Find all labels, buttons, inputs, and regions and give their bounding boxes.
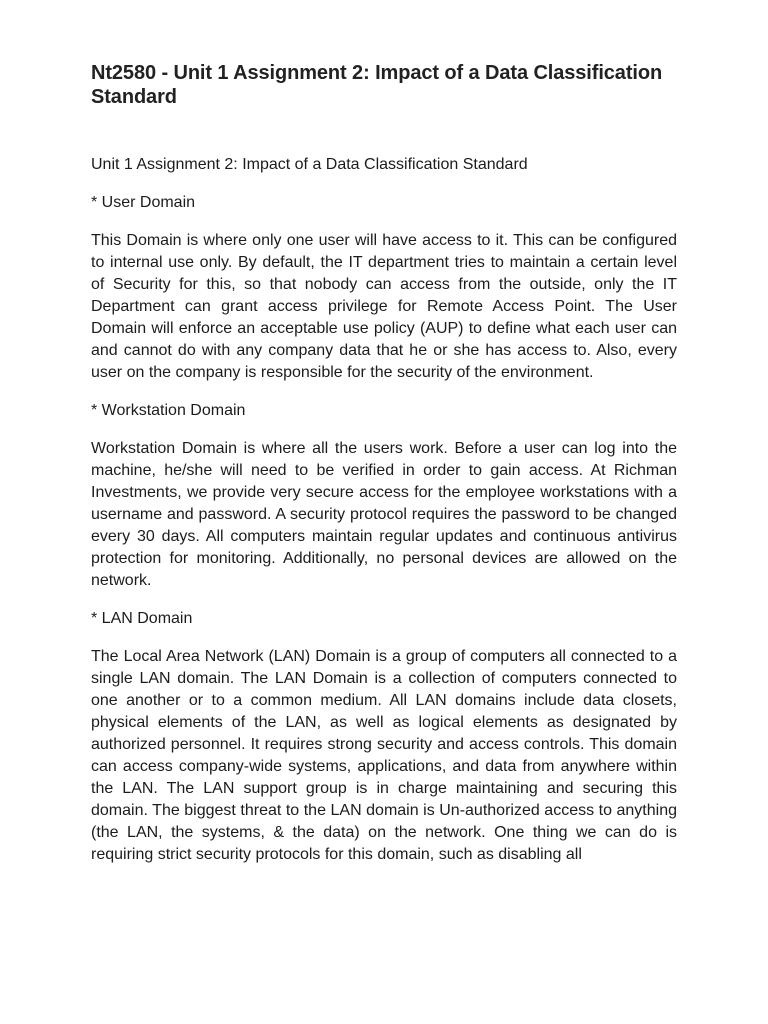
section-heading-user-domain: * User Domain [91, 194, 196, 211]
section-body-workstation-domain: Workstation Domain is where all the users work. Before a user can log into the machine, he/she will need to be verified in order to gain access. At Richman Investments, we provide very secure access for the employee workstations with a username and password. A security protocol requires the password to be changed every 30 days. All computers maintain regular updates and continuous antivirus protection for monitoring. Additionally, no personal devices are allowed on the network. [91, 440, 677, 589]
document-subtitle: Unit 1 Assignment 2: Impact of a Data Classification Standard [91, 156, 528, 173]
section-body-user-domain: This Domain is where only one user will have access to it. This can be configured to internal use only. By default, the IT department tries to maintain a certain level of Security for this, so that nobody can access from the outside, only the IT Department can grant access privilege for Remote Access Point. The User Domain will enforce an acceptable use policy (AUP) to define what each user can and cannot do with any company data that he or she has access to. Also, every user on the company is responsible for the security of the environment. [91, 232, 677, 381]
section-heading-workstation-domain: * Workstation Domain [91, 402, 246, 419]
section-heading-lan-domain: * LAN Domain [91, 610, 193, 627]
section-body-lan-domain: The Local Area Network (LAN) Domain is a group of computers all connected to a single LAN domain. The LAN Domain is a collection of computers connected to one another or to a common medium. All LAN domains include data closets, physical elements of the LAN, as well as logical elements as designated by authorized personnel. It requires strong security and access controls. This domain can access company-wide systems, applications, and data from anywhere within the LAN. The LAN support group is in charge maintaining and securing this domain. The biggest threat to the LAN domain is Un-authorized access to anything (the LAN, the systems, & the data) on the network. One thing we can do is requiring strict security protocols for this domain, such as disabling all [91, 648, 677, 863]
document-title: Nt2580 - Unit 1 Assignment 2: Impact of a Data Classification Standard [91, 62, 663, 108]
